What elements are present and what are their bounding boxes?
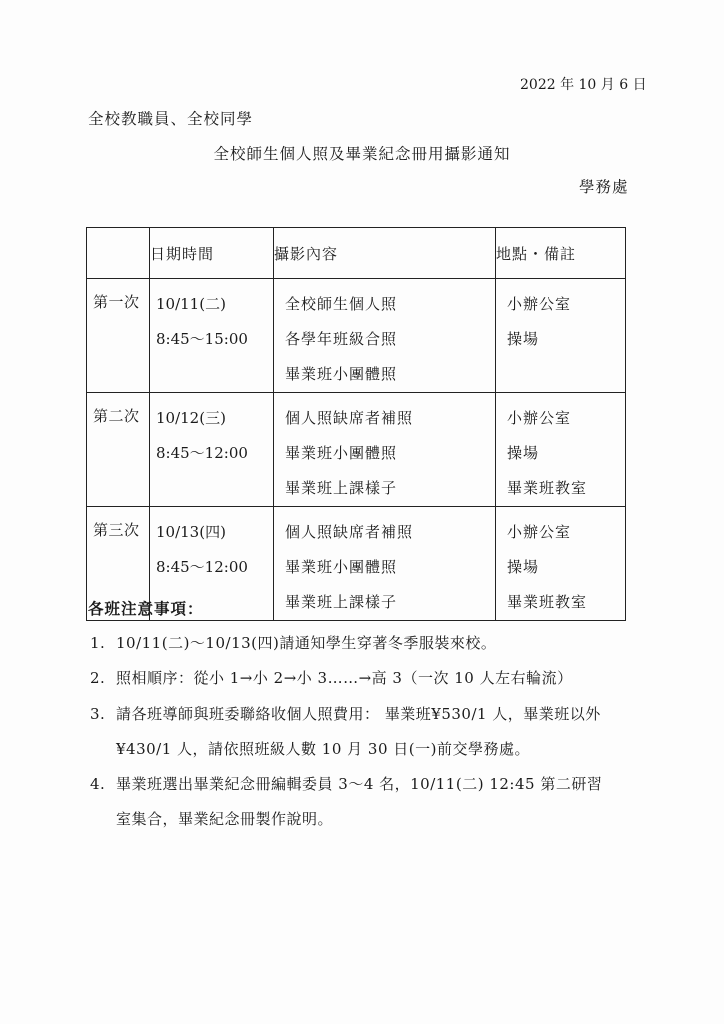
- session-label: 第三次: [87, 507, 150, 621]
- content-item: 個人照缺席者補照: [285, 523, 414, 541]
- location-item: 畢業班教室: [507, 479, 588, 497]
- recipients: 全校教職員、全校同學: [88, 110, 254, 128]
- note-text: 10/11(二)～10/13(四)請通知學生穿著冬季服裝來校。: [116, 634, 497, 652]
- note-item: [90, 703, 601, 724]
- content-item: 畢業班小團體照: [285, 558, 398, 576]
- date-text: 10/12(三): [156, 409, 226, 427]
- content-cell: [274, 279, 496, 393]
- note-number: 2.: [90, 669, 106, 687]
- location-cell: [496, 507, 626, 621]
- note-item: [90, 773, 602, 794]
- document-date: 2022 年 10 月 6 日: [520, 77, 647, 93]
- header-cell-blank: [87, 228, 150, 279]
- note-text-continued: ¥430/1 人，請依照班級人數 10 月 30 日(一)前交學務處。: [116, 740, 530, 758]
- location-item: 操場: [507, 330, 540, 348]
- location-item: 小辦公室: [507, 295, 572, 313]
- location-item: 操場: [507, 444, 540, 462]
- note-item: [90, 632, 496, 653]
- time-text: 8:45～12:00: [156, 444, 248, 462]
- session-label: 第一次: [87, 279, 150, 393]
- note-text: 請各班導師與班委聯絡收個人照費用： 畢業班¥530/1 人，畢業班以外: [116, 705, 601, 723]
- time-text: 8:45～15:00: [156, 330, 248, 348]
- note-number: 1.: [90, 634, 106, 652]
- content-item: 個人照缺席者補照: [285, 409, 414, 427]
- location-item: [496, 357, 625, 392]
- content-item: 畢業班上課樣子: [285, 593, 398, 611]
- header-cell-content: 攝影內容: [274, 228, 496, 279]
- note-number: 4.: [90, 775, 106, 793]
- content-item: 畢業班上課樣子: [285, 479, 398, 497]
- date-text: 10/13(四): [156, 523, 226, 541]
- content-item: 全校師生個人照: [285, 295, 398, 313]
- location-item: 操場: [507, 558, 540, 576]
- content-cell: [274, 393, 496, 507]
- location-cell: [496, 393, 626, 507]
- table-header-row: [87, 228, 626, 279]
- content-cell: [274, 507, 496, 621]
- datetime-cell: [150, 279, 274, 393]
- session-label: 第二次: [87, 393, 150, 507]
- schedule-table: [86, 227, 626, 621]
- note-number: 3.: [90, 705, 106, 723]
- location-item: 畢業班教室: [507, 593, 588, 611]
- header-cell-location: 地點・備註: [496, 228, 626, 279]
- note-item: [90, 667, 573, 688]
- content-item: 畢業班小團體照: [285, 365, 398, 383]
- issuer: 學務處: [579, 178, 629, 196]
- table-row: [87, 393, 626, 507]
- header-cell-datetime: 日期時間: [150, 228, 274, 279]
- note-text-continued: 室集合，畢業紀念冊製作說明。: [116, 810, 334, 828]
- content-item: 畢業班小團體照: [285, 444, 398, 462]
- date-text: 10/11(二): [156, 295, 226, 313]
- content-item: 各學年班級合照: [285, 330, 398, 348]
- time-text: 8:45～12:00: [156, 558, 248, 576]
- note-text: 照相順序：從小 1→小 2→小 3……→高 3（一次 10 人左右輪流）: [116, 669, 573, 687]
- location-item: 小辦公室: [507, 409, 572, 427]
- note-text: 畢業班選出畢業紀念冊編輯委員 3～4 名，10/11(二) 12:45 第二研習: [116, 775, 603, 793]
- datetime-cell: [150, 393, 274, 507]
- document-title: 全校師生個人照及畢業紀念冊用攝影通知: [213, 145, 511, 163]
- location-cell: [496, 279, 626, 393]
- notes-heading: 各班注意事項：: [88, 599, 204, 618]
- table-row: [87, 279, 626, 393]
- location-item: 小辦公室: [507, 523, 572, 541]
